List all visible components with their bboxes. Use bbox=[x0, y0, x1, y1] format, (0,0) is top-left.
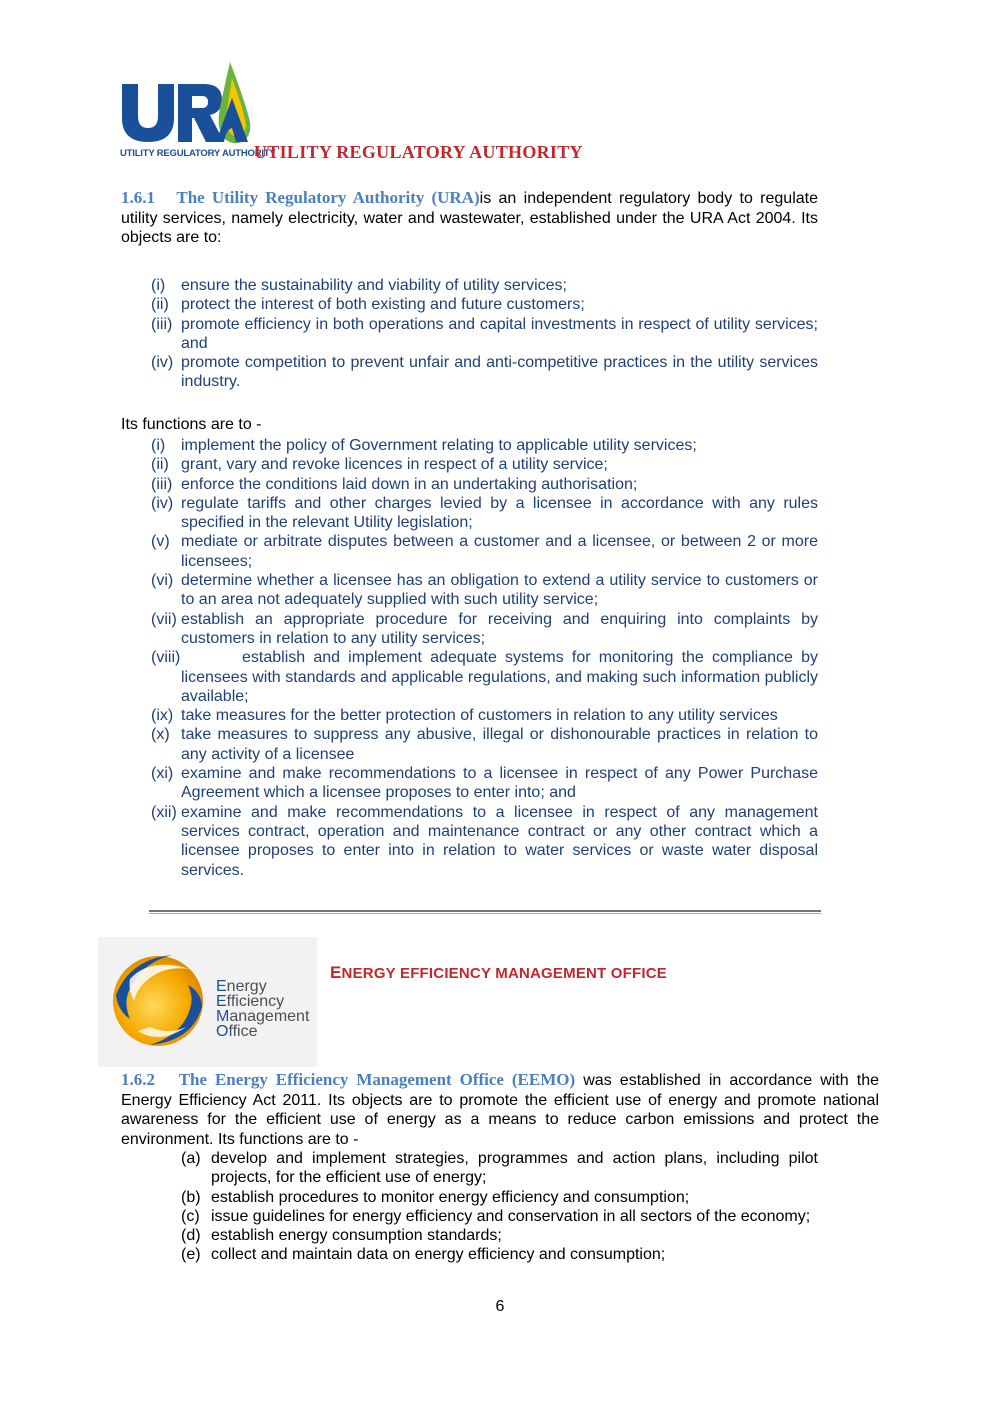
list-number: (iv) bbox=[151, 494, 174, 512]
list-number: (b) bbox=[181, 1188, 201, 1206]
ura-logo bbox=[120, 58, 276, 162]
list-text: take measures for the better protection of customers in relation to any utility services bbox=[181, 707, 778, 725]
list-text: determine whether a licensee has an obligation to extend a utility service to customers or to an area not adequately supplied with such utility service; bbox=[181, 572, 818, 609]
list-number: (x) bbox=[151, 726, 170, 744]
eemo-section-title: ENERGY EFFICIENCY MANAGEMENT OFFICE bbox=[330, 963, 667, 982]
ura-functions-list bbox=[151, 436, 818, 880]
list-text: promote competition to prevent unfair and anti-competitive practices in the utility services industry. bbox=[181, 354, 818, 391]
list-item bbox=[151, 353, 818, 392]
list-item bbox=[181, 1207, 818, 1226]
ura-logo-caption: UTILITY REGULATORY AUTHORITY bbox=[120, 148, 276, 159]
list-number: (vi) bbox=[151, 572, 174, 590]
functions-intro: Its functions are to - bbox=[121, 416, 262, 433]
list-item bbox=[151, 276, 818, 295]
list-number: (i) bbox=[151, 277, 166, 294]
list-item bbox=[151, 725, 818, 764]
list-number: (ii) bbox=[151, 456, 169, 474]
list-number: (iv) bbox=[151, 354, 174, 372]
list-text: collect and maintain data on energy efficiency and consumption; bbox=[211, 1246, 666, 1264]
list-number: (e) bbox=[181, 1246, 201, 1264]
list-text: issue guidelines for energy efficiency and conservation in all sectors of the economy; bbox=[211, 1207, 811, 1225]
eemo-globe-icon bbox=[110, 949, 206, 1049]
list-item bbox=[181, 1226, 818, 1245]
list-text: establish energy consumption standards; bbox=[211, 1227, 502, 1245]
list-number: (xii) bbox=[151, 803, 177, 821]
list-text: examine and make recommendations to a licensee in respect of any Power Purchase Agreement which a licensee proposes to enter into; and bbox=[181, 765, 818, 802]
section-divider-shadow bbox=[149, 913, 821, 914]
ura-objects-list bbox=[151, 276, 818, 392]
list-number: (xi) bbox=[151, 765, 174, 783]
list-item bbox=[181, 1149, 818, 1188]
page-title: UTILITY REGULATORY AUTHORITY bbox=[254, 142, 583, 162]
section-divider bbox=[149, 910, 821, 912]
list-item bbox=[151, 648, 818, 706]
section-heading-ura: 1.6.1 The Utility Regulatory Authority (URA) bbox=[121, 188, 480, 207]
list-text: mediate or arbitrate disputes between a customer and a licensee, or between 2 or more licensees; bbox=[181, 533, 818, 570]
list-item bbox=[181, 1188, 818, 1207]
eemo-logo-line: Efficiency bbox=[216, 993, 285, 1010]
list-number: (a) bbox=[181, 1150, 201, 1167]
list-number: (ix) bbox=[151, 707, 174, 725]
list-item bbox=[181, 1245, 818, 1264]
list-text: implement the policy of Government relating to applicable utility services; bbox=[181, 437, 697, 454]
ura-intro-paragraph bbox=[121, 188, 818, 248]
eemo-logo-line: Energy bbox=[216, 978, 267, 995]
list-text: protect the interest of both existing and future customers; bbox=[181, 296, 585, 314]
eemo-logo-line: Management bbox=[216, 1008, 310, 1025]
eemo-intro-text: was established in accordance with the Energy Efficiency Act 2011. Its objects are to promote the efficient use of energy and promote national awareness for the efficient use of energy as a means to reduce carbon emissions and protect the environment. Its functions are to - bbox=[121, 1072, 879, 1148]
list-number: (d) bbox=[181, 1227, 201, 1245]
list-text: grant, vary and revoke licences in respect of a utility service; bbox=[181, 456, 608, 474]
list-item bbox=[151, 315, 818, 354]
eemo-logo-line: Office bbox=[216, 1023, 258, 1040]
eemo-functions-list bbox=[181, 1149, 818, 1265]
list-item bbox=[151, 764, 818, 803]
list-item bbox=[151, 571, 818, 610]
list-item bbox=[151, 803, 818, 880]
page-number: 6 bbox=[495, 1298, 505, 1315]
list-number: (v) bbox=[151, 533, 170, 551]
list-text: establish and implement adequate systems for monitoring the compliance by licensees with standards and applicable regulations, and making such information publicly available; bbox=[181, 649, 818, 705]
eemo-logo-panel bbox=[98, 937, 317, 1067]
list-number: (viii) bbox=[151, 649, 181, 667]
list-text: ensure the sustainability and viability of utility services; bbox=[181, 277, 567, 294]
list-number: (c) bbox=[181, 1207, 200, 1225]
list-number: (ii) bbox=[151, 296, 169, 314]
list-text: examine and make recommendations to a licensee in respect of any management services contract, operation and maintenance contract or any other contract which a licensee proposes to enter into in relation to water services or waste water disposal services. bbox=[181, 803, 818, 879]
ura-intro-text: is an independent regulatory body to regulate utility services, namely electricity, water and wastewater, established under the URA Act 2004. Its objects are to: bbox=[121, 190, 818, 246]
list-number: (iii) bbox=[151, 315, 173, 333]
list-item bbox=[151, 610, 818, 649]
list-text: regulate tariffs and other charges levied by a licensee in accordance with any rules specified in the relevant Utility legislation; bbox=[181, 494, 818, 532]
list-text: promote efficiency in both operations and capital investments in respect of utility services; and bbox=[181, 315, 818, 352]
list-text: establish an appropriate procedure for receiving and enquiring into complaints by customers in relation to any utility services; bbox=[181, 610, 818, 647]
list-item bbox=[151, 455, 818, 474]
list-text: enforce the conditions laid down in an undertaking authorisation; bbox=[181, 475, 638, 493]
ura-logo-graphic bbox=[120, 58, 260, 162]
list-text: develop and implement strategies, programmes and action plans, including pilot projects, for the efficient use of energy; bbox=[211, 1150, 818, 1187]
list-text: take measures to suppress any abusive, illegal or dishonourable practices in relation to any activity of a licensee bbox=[181, 726, 818, 763]
list-item bbox=[151, 532, 818, 571]
list-item bbox=[151, 706, 818, 725]
list-item bbox=[151, 436, 818, 455]
eemo-intro-paragraph bbox=[121, 1070, 879, 1149]
list-number: (vii) bbox=[151, 610, 177, 628]
list-text: establish procedures to monitor energy efficiency and consumption; bbox=[211, 1188, 690, 1206]
list-number: (iii) bbox=[151, 475, 173, 493]
list-number: (i) bbox=[151, 437, 166, 454]
list-item bbox=[151, 475, 818, 494]
section-heading-eemo: 1.6.2 The Energy Efficiency Management Office (EEMO) bbox=[121, 1070, 576, 1089]
list-item bbox=[151, 494, 818, 533]
list-item bbox=[151, 295, 818, 314]
eemo-logo-text bbox=[216, 979, 309, 1039]
